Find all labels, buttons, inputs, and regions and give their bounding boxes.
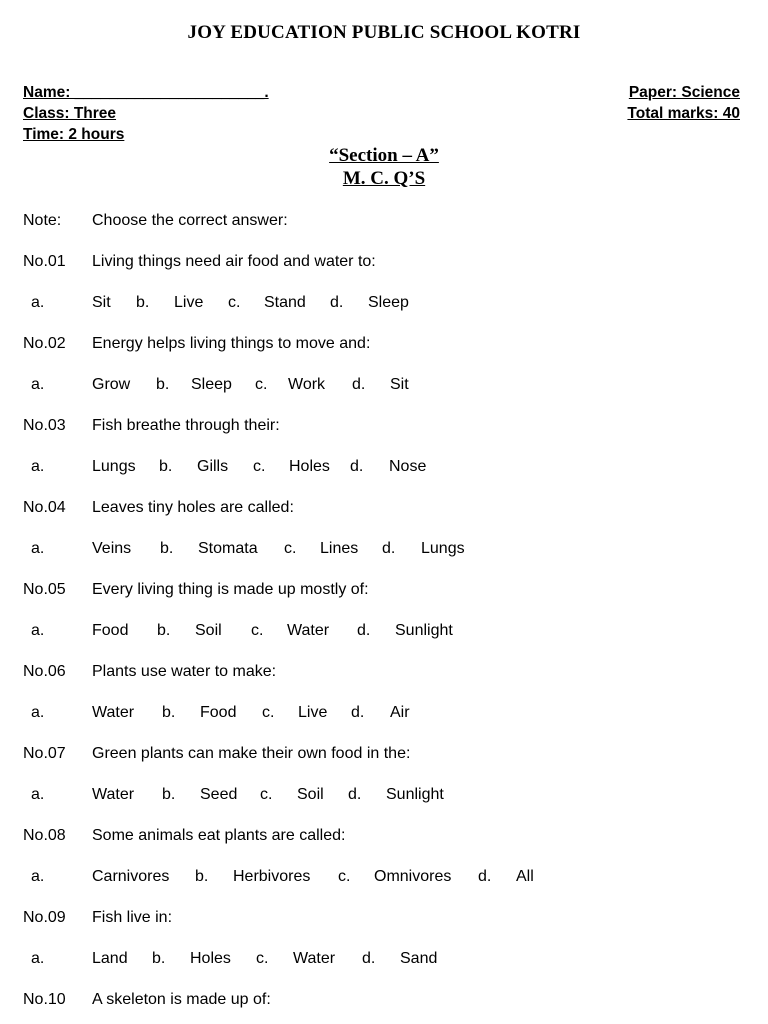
option-letter: c. <box>284 540 297 557</box>
option-letter: b. <box>162 786 176 803</box>
option-text: Carnivores <box>92 868 170 885</box>
option-text: Soil <box>195 622 222 639</box>
option-text: Stomata <box>198 540 258 557</box>
option-text: Food <box>92 622 129 639</box>
option-letter: b. <box>195 868 209 885</box>
note-text: Choose the correct answer: <box>92 212 288 229</box>
option-text: Holes <box>289 458 330 475</box>
option-text: Seed <box>200 786 238 803</box>
option-letter: d. <box>382 540 396 557</box>
option-text: Work <box>288 376 326 393</box>
option-letter: d. <box>348 786 362 803</box>
option-text: Sleep <box>368 294 409 311</box>
option-text: Holes <box>190 950 231 967</box>
option-letter: a. <box>31 376 45 393</box>
option-text: Land <box>92 950 128 967</box>
option-text: Live <box>298 704 328 721</box>
option-text: Water <box>287 622 330 639</box>
option-letter: c. <box>338 868 351 885</box>
note-label: Note: <box>23 212 62 229</box>
total-marks-label: Total marks: 40 <box>627 105 740 122</box>
option-letter: b. <box>156 376 170 393</box>
option-letter: d. <box>330 294 344 311</box>
question-number: No.10 <box>23 991 66 1008</box>
question-text: Living things need air food and water to: <box>92 253 376 270</box>
option-letter: d. <box>352 376 366 393</box>
question-text: Some animals eat plants are called: <box>92 827 346 844</box>
question-text: Fish live in: <box>92 909 173 926</box>
option-text: Veins <box>92 540 132 557</box>
option-letter: c. <box>251 622 264 639</box>
option-letter: a. <box>31 868 45 885</box>
question-text: Every living thing is made up mostly of: <box>92 581 369 598</box>
school-title: JOY EDUCATION PUBLIC SCHOOL KOTRI <box>187 22 581 43</box>
option-letter: a. <box>31 622 45 639</box>
option-letter: c. <box>228 294 241 311</box>
option-text: Sand <box>400 950 438 967</box>
option-text: Water <box>92 704 135 721</box>
option-text: Herbivores <box>233 868 311 885</box>
option-letter: d. <box>357 622 371 639</box>
question-number: No.05 <box>23 581 66 598</box>
time-label: Time: 2 hours <box>23 126 125 143</box>
option-letter: c. <box>255 376 268 393</box>
option-letter: c. <box>253 458 266 475</box>
student-name-field: Name: ______________________. <box>23 84 269 101</box>
option-letter: a. <box>31 950 45 967</box>
option-text: Live <box>174 294 204 311</box>
option-letter: d. <box>478 868 492 885</box>
option-letter: d. <box>350 458 364 475</box>
question-text: Plants use water to make: <box>92 663 277 680</box>
option-letter: b. <box>136 294 150 311</box>
option-text: Gills <box>197 458 229 475</box>
option-letter: a. <box>31 458 45 475</box>
question-text: A skeleton is made up of: <box>92 991 271 1008</box>
class-label: Class: Three <box>23 105 117 122</box>
question-number: No.02 <box>23 335 66 352</box>
question-text: Green plants can make their own food in the: <box>92 745 411 762</box>
option-text: Food <box>200 704 237 721</box>
question-number: No.04 <box>23 499 66 516</box>
option-letter: d. <box>362 950 376 967</box>
question-text: Leaves tiny holes are called: <box>92 499 294 516</box>
option-letter: b. <box>159 458 173 475</box>
option-text: All <box>516 868 534 885</box>
option-text: Sit <box>92 294 111 311</box>
option-text: Air <box>390 704 410 721</box>
option-letter: c. <box>262 704 275 721</box>
option-text: Stand <box>264 294 306 311</box>
option-text: Sunlight <box>386 786 444 803</box>
section-title: “Section – A” <box>329 145 439 166</box>
option-text: Sit <box>390 376 409 393</box>
option-text: Nose <box>389 458 427 475</box>
option-text: Water <box>293 950 336 967</box>
question-number: No.03 <box>23 417 66 434</box>
option-letter: a. <box>31 786 45 803</box>
option-text: Omnivores <box>374 868 452 885</box>
question-text: Energy helps living things to move and: <box>92 335 371 352</box>
option-text: Lines <box>320 540 359 557</box>
option-text: Soil <box>297 786 324 803</box>
option-letter: a. <box>31 540 45 557</box>
question-number: No.01 <box>23 253 66 270</box>
option-letter: d. <box>351 704 365 721</box>
option-text: Sleep <box>191 376 232 393</box>
option-letter: a. <box>31 704 45 721</box>
paper-label: Paper: Science <box>628 84 740 101</box>
option-letter: b. <box>157 622 171 639</box>
option-text: Water <box>92 786 135 803</box>
option-text: Sunlight <box>395 622 453 639</box>
question-text: Fish breathe through their: <box>92 417 280 434</box>
option-text: Lungs <box>421 540 465 557</box>
option-letter: b. <box>162 704 176 721</box>
option-text: Lungs <box>92 458 136 475</box>
option-letter: a. <box>31 294 45 311</box>
option-letter: b. <box>160 540 174 557</box>
option-letter: c. <box>260 786 273 803</box>
option-text: Grow <box>92 376 131 393</box>
question-number: No.09 <box>23 909 66 926</box>
question-number: No.08 <box>23 827 66 844</box>
section-subtitle: M. C. Q’S <box>342 168 426 189</box>
option-letter: b. <box>152 950 166 967</box>
question-number: No.06 <box>23 663 66 680</box>
question-number: No.07 <box>23 745 66 762</box>
option-letter: c. <box>256 950 269 967</box>
